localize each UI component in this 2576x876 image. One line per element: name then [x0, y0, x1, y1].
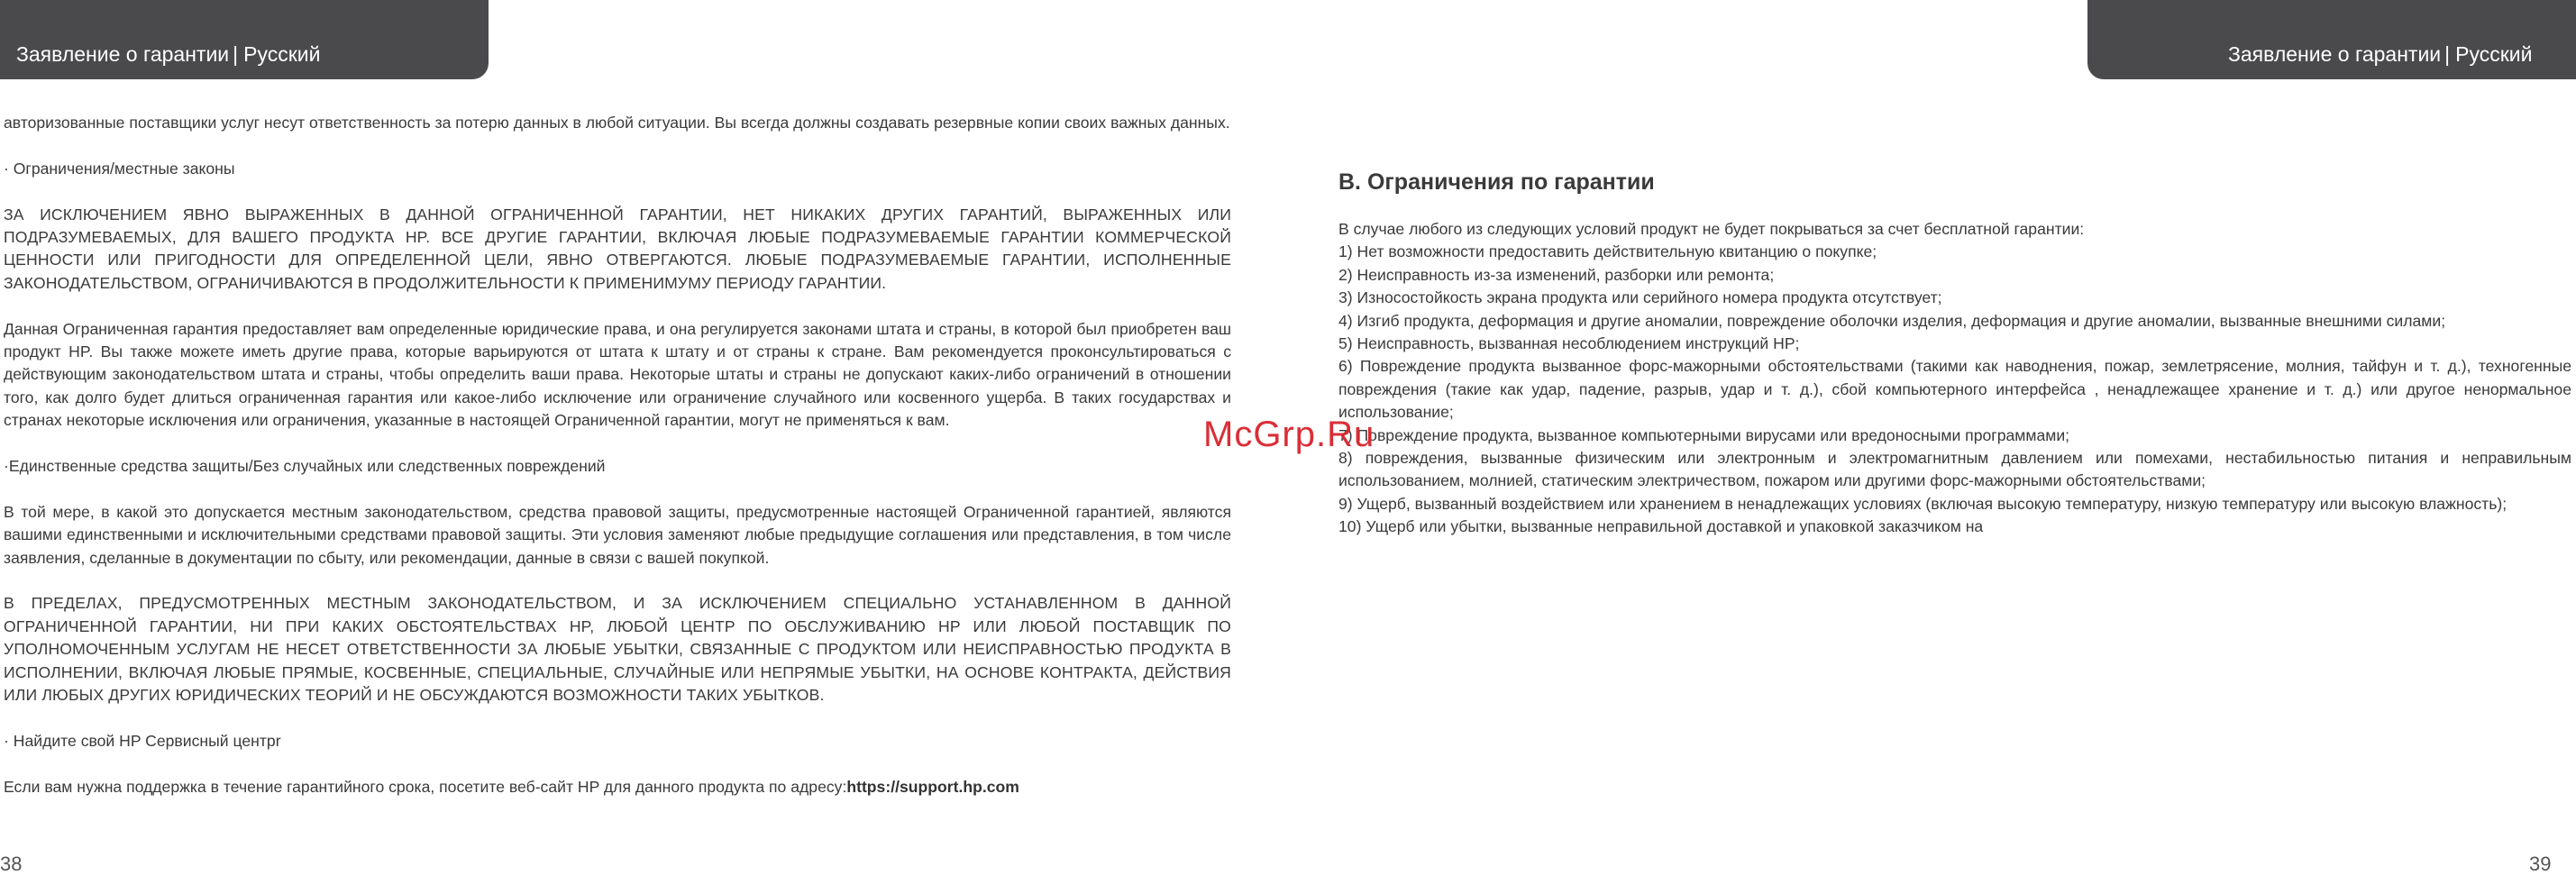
paragraph: ЗА ИСКЛЮЧЕНИЕМ ЯВНО ВЫРАЖЕННЫХ В ДАННОЙ ОГРАНИЧЕННОЙ ГАРАНТИИ, НЕТ НИКАКИХ ДРУГИХ ГАРАНТИЙ, ВЫРАЖЕННЫХ ИЛИ ПОДРАЗУМЕВАЕМЫХ, ДЛЯ ВАШЕГО ПРОДУКТА HP. ВСЕ ДРУГИЕ ГАРАНТИИ, ВКЛЮЧАЯ ЛЮБЫЕ ПОДРАЗУМЕВАЕМЫЕ ГАРАНТИИ КОММЕРЧЕСКОЙ ЦЕННОСТИ ИЛИ ПРИГОДНОСТИ ДЛЯ ОПРЕДЕЛЕННОЙ ЦЕЛИ, ЯВНО ОТВЕРГАЮТСЯ. ЛЮБЫЕ ПОДРАЗУМЕВАЕМЫЕ ГАРАНТИИ, ИСПОЛНЕННЫЕ ЗАКОНОДАТЕЛЬСТВОМ, ОГРАНИЧИВАЮТСЯ В ПРОДОЛЖИТЕЛЬНОСТИ К ПРИМЕНИМУМУ ПЕРИОДУ ГАРАНТИИ. — [4, 205, 1231, 292]
list-item: 6) Повреждение продукта вызванное форс-мажорными обстоятельствами (такими как наводнения, пожар, землетрясение, молния, тайфун и т. д.), техногенные повреждения (такие как удар, падение, разрыв, удар и т. д.), сбой компьютерного интерфейса , ненадлежащее хранение и т. д.) или другое ненормальное использование; — [1338, 357, 2571, 422]
section-label: · Найдите свой HP Сервисный центрr — [4, 731, 281, 750]
header-separator: | — [233, 42, 239, 66]
list-item: 4) Изгиб продукта, деформация и другие аномалии, повреждение оболочки изделия, деформация и другие аномалии, вызванные внешними силами; — [1338, 311, 2446, 330]
watermark: McGrp.Ru — [1203, 415, 1375, 454]
list-item: 9) Ущерб, вызванный воздействием или хранением в ненадлежащих условиях (включая высокую температуру, низкую температуру или высокую влажность); — [1338, 494, 2507, 513]
page-number-right: 39 — [2529, 853, 2552, 875]
header-separator: | — [2444, 42, 2451, 66]
intro-text: В случае любого из следующих условий продукт не будет покрываться за счет бесплатной гарантии: — [1338, 220, 2085, 238]
header-title: Заявление о гарантии — [2228, 42, 2442, 66]
list-item: 5) Неисправность, вызванная несоблюдением инструкций HP; — [1338, 334, 1800, 353]
list-item: 2) Неисправность из-за изменений, разборки или ремонта; — [1338, 265, 1775, 284]
paragraph: Данная Ограниченная гарантия предоставляет вам определенные юридические права, и она регулируется законами штата и страны, в которой был приобретен ваш продукт HP. Вы также можете иметь другие права, которые варьируются от штата к штату и от страны к стране. Вам рекомендуется проконсультироваться с действующим законодательством штата и страны, чтобы определить ваши права. Некоторые штаты и страны не допускают каких-либо ограничений в отношении того, как долго будет длиться ограниченная гарантия или какое-либо исключение или ограничение случайного или косвенного ущерба. В таких государствах и странах некоторые исключения или ограничения, указанные в настоящей Ограниченной гарантии, могут не применяться к вам. — [4, 319, 1231, 430]
list-item: 1) Нет возможности предоставить действительную квитанцию о покупке; — [1338, 242, 1877, 261]
support-paragraph — [4, 776, 1231, 798]
list-item: 10) Ущерб или убытки, вызванные неправильной доставкой и упаковкой заказчиком на — [1338, 517, 1984, 536]
header-language: Русский — [2455, 42, 2533, 66]
header-tab-left — [0, 0, 489, 79]
section-heading: B. Ограничения по гарантии — [1338, 169, 1655, 195]
list-item: 3) Износостойкость экрана продукта или серийного номера продукта отсутствует; — [1338, 288, 1942, 307]
paragraph: В ПРЕДЕЛАХ, ПРЕДУСМОТРЕННЫХ МЕСТНЫМ ЗАКОНОДАТЕЛЬСТВОМ, И ЗА ИСКЛЮЧЕНИЕМ СПЕЦИАЛЬНО УСТАНАВЛЕННОМ В ДАННОЙ ОГРАНИЧЕННОЙ ГАРАНТИИ, НИ ПРИ КАКИХ ОБСТОЯТЕЛЬСТВАХ HP, ЛЮБОЙ ЦЕНТР ПО ОБСЛУЖИВАНИЮ HP ИЛИ ЛЮБОЙ ПОСТАВЩИК ПО УПОЛНОМОЧЕННЫМ УСЛУГАМ НЕ НЕСЕТ ОТВЕТСТВЕННОСТИ ЗА ЛЮБЫЕ УБЫТКИ, СВЯЗАННЫЕ С ПРОДУКТОМ ИЛИ НЕИСПРАВНОСТЬЮ ПРОДУКТА В ИСПОЛНЕНИИ, ВКЛЮЧАЯ ЛЮБЫЕ ПРЯМЫЕ, КОСВЕННЫЕ, СПЕЦИАЛЬНЫЕ, СЛУЧАЙНЫЕ ИЛИ НЕПРЯМЫЕ УБЫТКИ, НА ОСНОВЕ КОНТРАКТА, ДЕЙСТВИЯ ИЛИ ЛЮБЫХ ДРУГИХ ЮРИДИЧЕСКИХ ТЕОРИЙ И НЕ ОБСУЖДАЮТСЯ ВОЗМОЖНОСТИ ТАКИХ УБЫТКОВ. — [4, 594, 1231, 705]
support-url-link[interactable]: https://support.hp.com — [846, 777, 1019, 796]
page-number-left: 38 — [0, 853, 23, 875]
support-text: Если вам нужна поддержка в течение гарантийного срока, посетите веб-сайт HP для данного продукта по адресу: — [4, 777, 847, 796]
section-label: · Ограничения/местные законы — [4, 159, 235, 178]
list-item: 7) Повреждение продукта, вызванное компьютерными вирусами или вредоносными программами; — [1338, 425, 2070, 444]
section-label: ·Единственные средства защиты/Без случайных или следственных повреждений — [4, 457, 606, 476]
paragraph: В той мере, в какой это допускается местным законодательством, средства правовой защиты, предусмотренные настоящей Ограниченной гарантией, являются вашими единственными и исключительными средствами правовой защиты. Эти условия заменяют любые предыдущие соглашения или представления, в том числе заявления, сделанные в документации по сбыту, или рекомендации, данные в связи с вашей покупкой. — [4, 502, 1231, 567]
header-language: Русский — [243, 42, 321, 66]
header-tab-right — [2087, 0, 2576, 79]
left-page-body — [4, 112, 1231, 821]
paragraph: авторизованные поставщики услуг несут ответственность за потерю данных в любой ситуации. Вы всегда должны создавать резервные копии своих важных данных. — [4, 114, 1230, 132]
right-page-body — [1338, 166, 2571, 539]
header-title: Заявление о гарантии — [16, 42, 230, 66]
list-item: 8) повреждения, вызванные физическим или электронным и электромагнитным давлением или помехами, нестабильностью питания и неправильным использованием, молнией, статическим электричеством, пожаром или другими форс-мажорными обстоятельствами; — [1338, 449, 2571, 490]
